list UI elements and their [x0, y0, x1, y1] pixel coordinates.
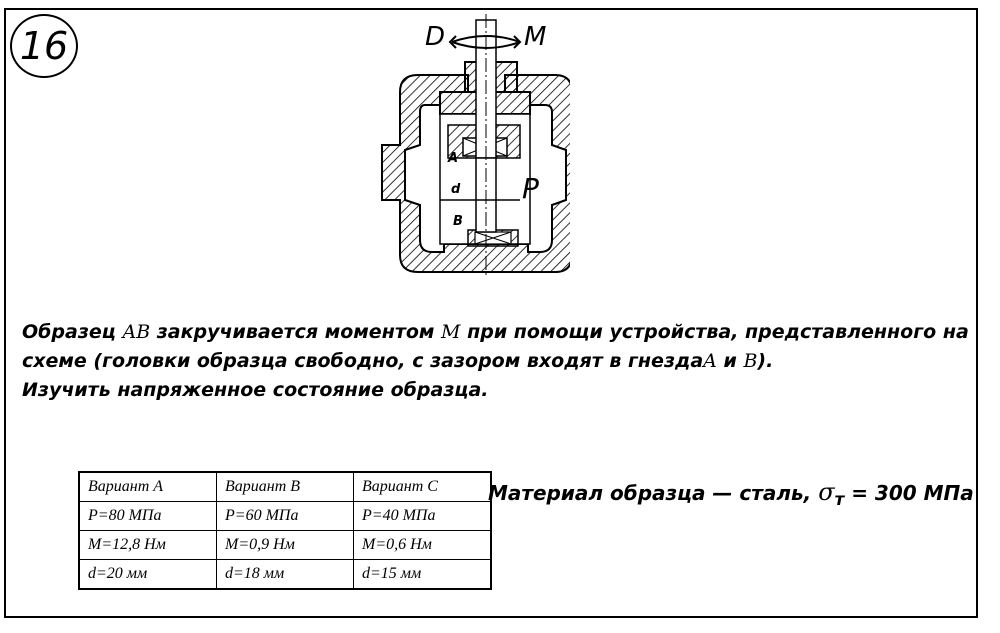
table-cell: d=20 мм — [79, 560, 217, 590]
description-line-1: Образец AB закручивается моментом M при помощи устройства, представленного на — [22, 321, 969, 343]
problem-number-badge — [10, 14, 78, 78]
table-row — [79, 531, 491, 560]
description-line-2: схеме (головки образца свободно, с зазором входят в гнездаA и B). — [22, 350, 774, 372]
table-cell: Вариант A — [79, 472, 217, 502]
label-D: D — [425, 22, 446, 52]
material-value: = 300 МПа — [844, 481, 974, 505]
sigma-subscript: т — [834, 490, 845, 509]
table-row — [79, 502, 491, 531]
material-spec — [488, 478, 974, 509]
table-row — [79, 560, 491, 590]
label-M: M — [524, 22, 547, 52]
label-P: P — [522, 172, 539, 205]
table-cell: P=60 МПа — [217, 502, 354, 531]
description-line-3: Изучить напряженное состояние образца. — [22, 379, 489, 401]
table-cell: Вариант C — [354, 472, 492, 502]
variants-table — [78, 471, 492, 590]
table-header-row — [79, 472, 491, 502]
problem-description — [22, 318, 969, 405]
table-cell: d=18 мм — [217, 560, 354, 590]
label-A: A — [448, 151, 459, 166]
table-cell: M=12,8 Нм — [79, 531, 217, 560]
table-cell: P=80 МПа — [79, 502, 217, 531]
material-prefix: Материал образца — сталь, — [488, 481, 819, 505]
table-cell: P=40 МПа — [354, 502, 492, 531]
table-cell: M=0,9 Нм — [217, 531, 354, 560]
table-cell: Вариант B — [217, 472, 354, 502]
table-cell: d=15 мм — [354, 560, 492, 590]
device-schematic — [370, 14, 570, 279]
label-B: B — [453, 214, 463, 229]
sigma-symbol: σ — [818, 478, 835, 506]
label-d: d — [451, 182, 461, 197]
problem-number: 16 — [19, 24, 69, 68]
table-cell: M=0,6 Нм — [354, 531, 492, 560]
